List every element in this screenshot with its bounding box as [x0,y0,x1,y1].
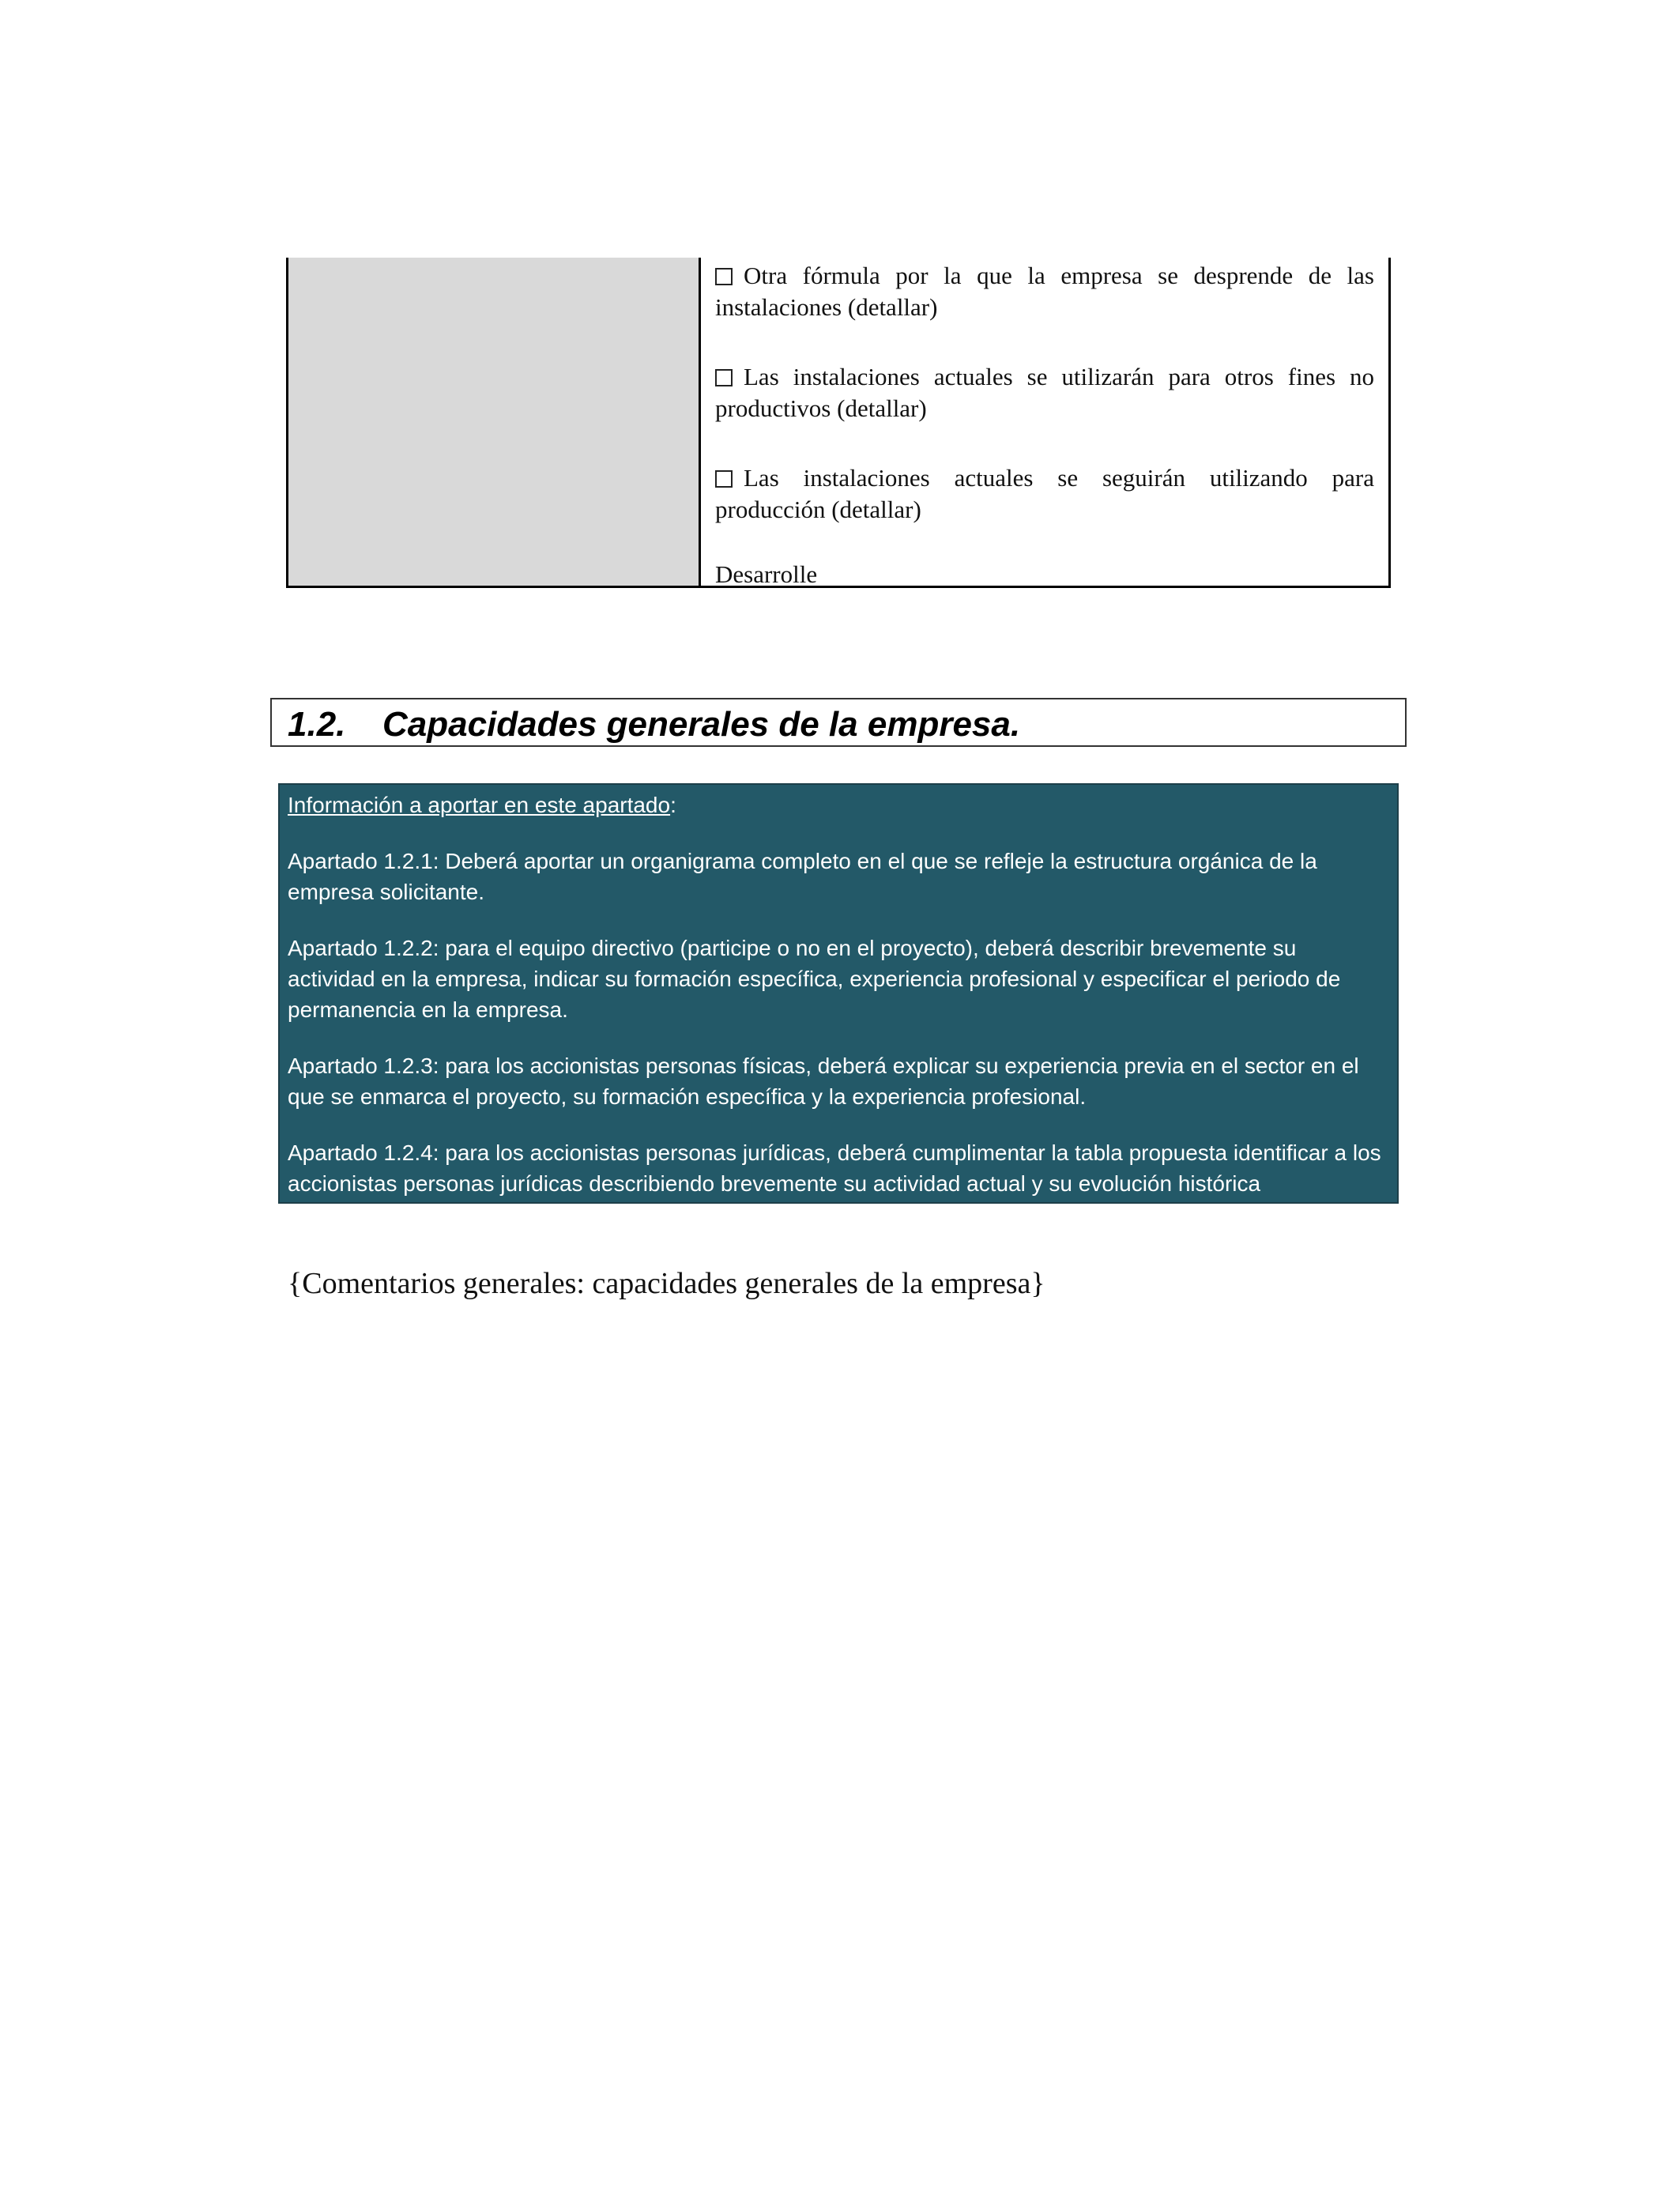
checkbox-icon[interactable] [715,268,733,285]
option-other-uses [715,361,1374,424]
table-shaded-cell [288,258,701,586]
info-title-row [288,790,1388,820]
info-title: Información a aportar en este apartado [288,793,671,817]
option-other-formula [715,260,1374,323]
option-label: Otra fórmula por la que la empresa se desprende de las instalaciones (detallar) [715,262,1374,321]
facilities-table [286,258,1391,588]
info-box [278,783,1399,1204]
section-heading [270,698,1407,747]
option-continue-production [715,462,1374,526]
info-title-suffix: : [670,793,676,817]
info-paragraph-1-2-4: Apartado 1.2.4: para los accionistas personas jurídicas, deberá cumplimentar la tabla propuesta identificar a los accionistas personas jurídicas describiendo brevemente su actividad actual y su evolución histórica [288,1140,1381,1196]
option-label: Las instalaciones actuales se utilizarán para otros fines no productivos (detallar) [715,363,1374,422]
option-label: Las instalaciones actuales se seguirán utilizando para producción (detallar) [715,464,1374,523]
info-paragraph-1-2-1: Apartado 1.2.1: Deberá aportar un organigrama completo en el que se refleje la estructura orgánica de la empresa solicitante. [288,849,1317,904]
table-options-cell [701,258,1388,586]
checkbox-icon[interactable] [715,369,733,386]
section-number: 1.2. [288,705,346,744]
checkbox-icon[interactable] [715,470,733,488]
info-paragraph-1-2-2: Apartado 1.2.2: para el equipo directivo (participe o no en el proyecto), deberá describir brevemente su actividad en la empresa, indicar su formación específica, experiencia profesional y especificar el periodo de permanencia en la empresa. [288,936,1341,1022]
general-comments: {Comentarios generales: capacidades generales de la empresa} [288,1267,1045,1300]
info-paragraph-1-2-3: Apartado 1.2.3: para los accionistas personas físicas, deberá explicar su experiencia previa en el sector en el que se enmarca el proyecto, su formación específica y la experiencia profesional. [288,1054,1359,1109]
section-title: Capacidades generales de la empresa. [382,705,1021,744]
develop-label: Desarrolle [715,560,818,588]
